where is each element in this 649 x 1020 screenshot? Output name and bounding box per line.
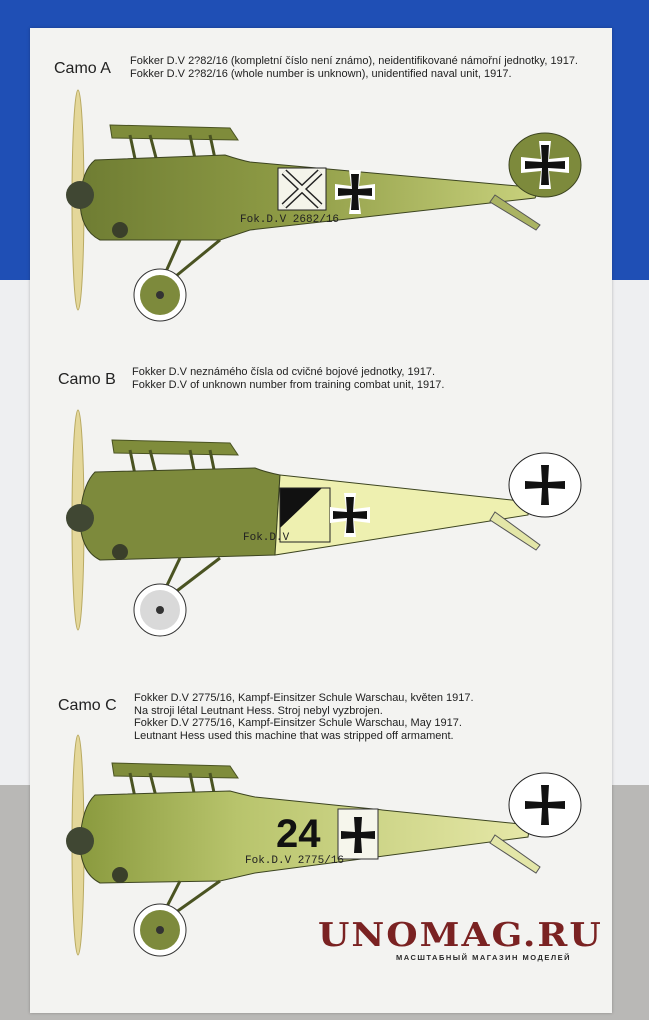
- camo-a-line-en: Fokker D.V 2?82/16 (whole number is unknown), unidentified naval unit, 1917.: [130, 67, 512, 80]
- camo-c-big-number: 24: [276, 812, 321, 856]
- camo-a-label: Camo A: [54, 60, 111, 77]
- camo-a-aircraft-illustration: [40, 80, 600, 325]
- camo-b-fuselage-marking: Fok.D.V: [243, 532, 290, 544]
- camo-a-line-cz: Fokker D.V 2?82/16 (kompletní číslo není známo), neidentifikované námořní jednotky, 1917.: [130, 55, 578, 67]
- camo-b-aircraft-illustration: [40, 400, 600, 645]
- camo-c-line-en-2: Leutnant Hess used this machine that was stripped off armament.: [134, 729, 454, 742]
- camo-a-description: [130, 55, 578, 80]
- camo-b-line-cz: Fokker D.V neznámého čísla od cvičné bojové jednotky, 1917.: [132, 366, 436, 378]
- camo-c-fuselage-marking: Fok.D.V 2775/16: [245, 855, 345, 867]
- camo-c-line-cz-1: Fokker D.V 2775/16, Kampf-Einsitzer Schule Warschau, květen 1917.: [134, 692, 474, 704]
- watermark-tagline: МАСШТАБНЫЙ МАГАЗИН МОДЕЛЕЙ: [396, 953, 572, 962]
- camo-c-label: Camo C: [58, 697, 117, 714]
- camo-b-line-en: Fokker D.V of unknown number from training combat unit, 1917.: [132, 378, 445, 391]
- watermark-brand: UNOMAG.RU: [318, 916, 603, 954]
- camo-c-line-en-1: Fokker D.V 2775/16, Kampf-Einsitzer Schule Warschau, May 1917.: [134, 717, 462, 729]
- camo-a-fuselage-marking: Fok.D.V 2682/16: [240, 214, 340, 226]
- camo-c-line-cz-2: Na stroji létal Leutnant Hess. Stroj nebyl vyzbrojen.: [134, 704, 383, 717]
- camo-b-description: [132, 366, 444, 391]
- camo-b-label: Camo B: [58, 371, 116, 388]
